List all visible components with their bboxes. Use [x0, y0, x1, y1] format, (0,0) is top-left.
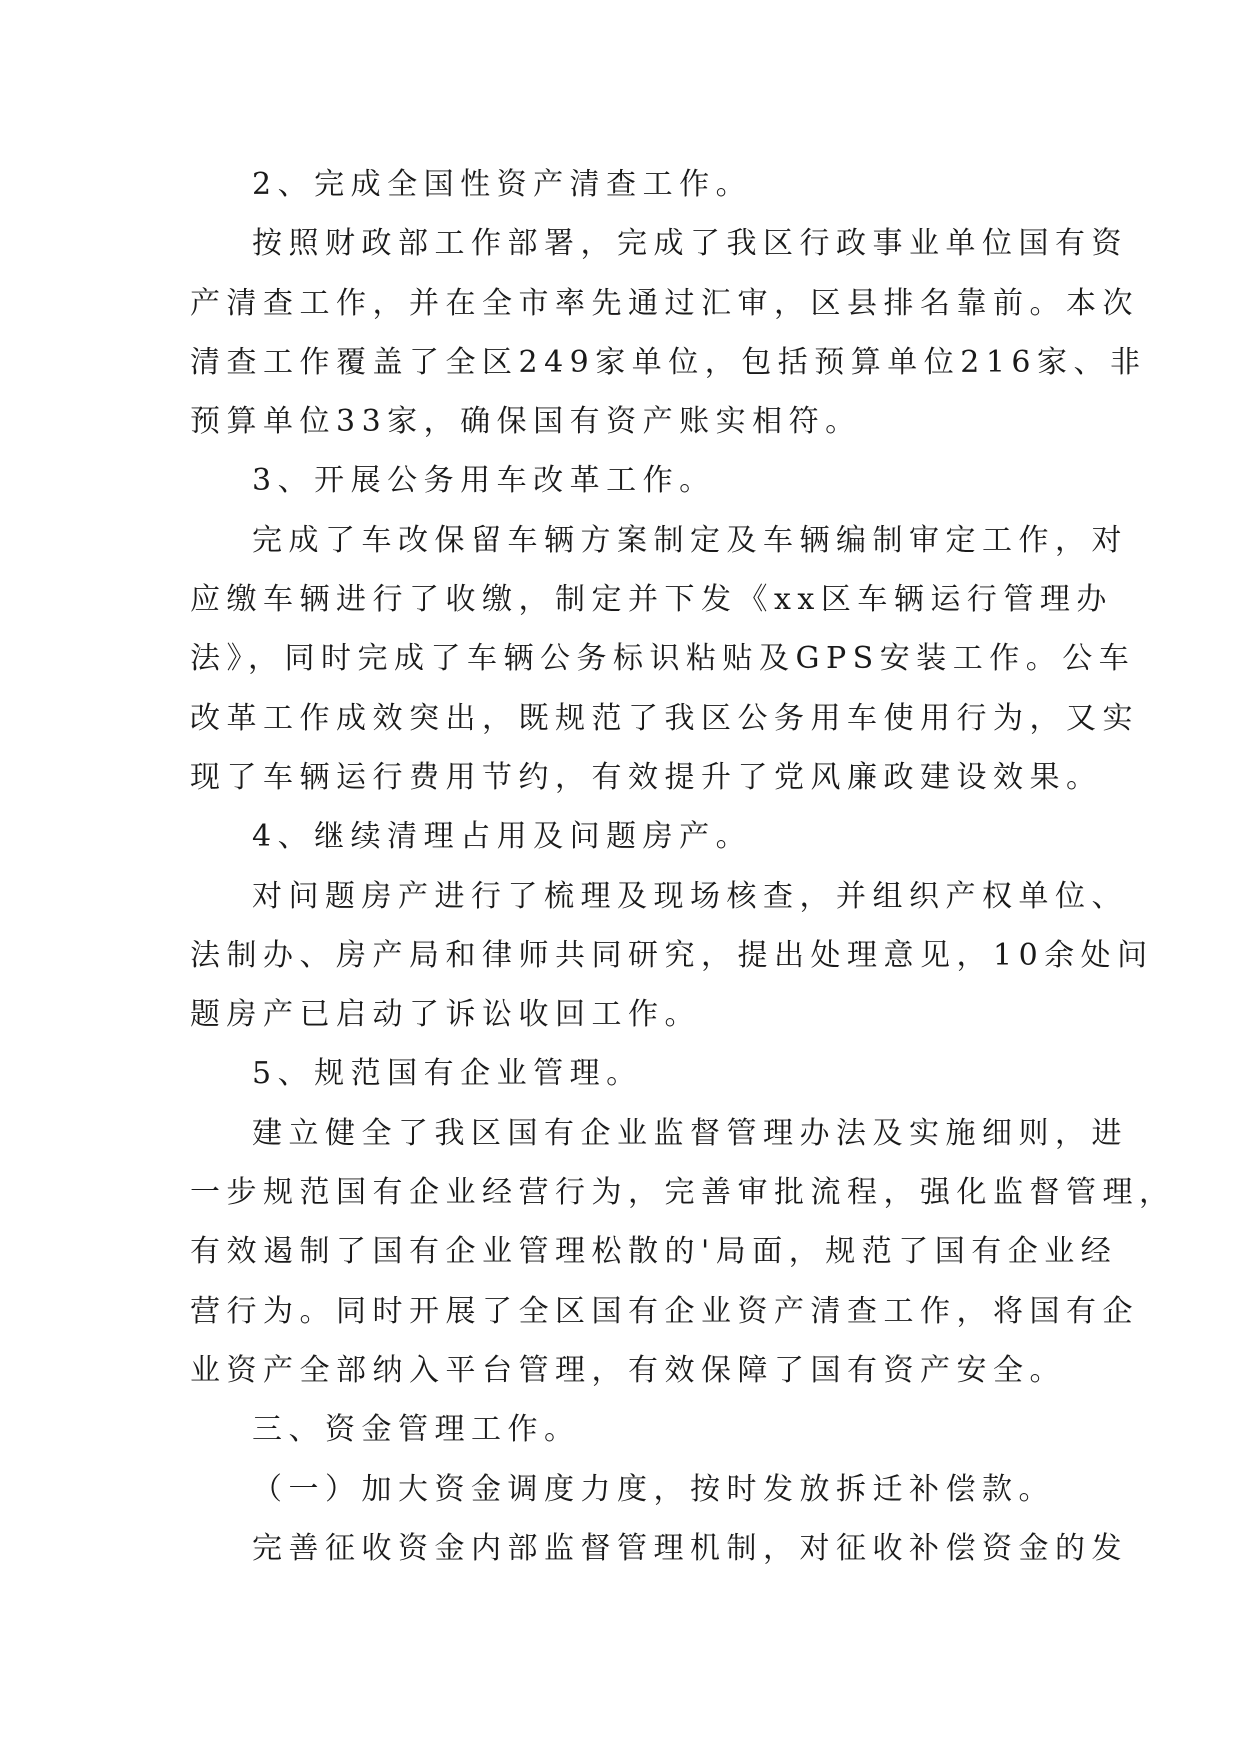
heading-soe-management: 5、规范国有企业管理。	[252, 1056, 643, 1092]
paragraph-line: 现了车辆运行费用节约，有效提升了党风廉政建设效果。	[190, 759, 1103, 795]
paragraph-line: 营行为。同时开展了全区国有企业资产清查工作，将国有企	[190, 1293, 1139, 1329]
heading-vehicle-reform: 3、开展公务用车改革工作。	[252, 463, 716, 499]
paragraph-line: 对问题房产进行了梳理及现场核查，并组织产权单位、	[252, 878, 1128, 914]
paragraph-line: 法制办、房产局和律师共同研究，提出处理意见，10余处问	[190, 937, 1154, 973]
document-page	[190, 155, 1176, 1578]
paragraph-line: 改革工作成效突出，既规范了我区公务用车使用行为，又实	[190, 700, 1139, 736]
subheading-fund-scheduling: （一）加大资金调度力度，按时发放拆迁补偿款。	[252, 1471, 1055, 1507]
heading-property-cleanup: 4、继续清理占用及问题房产。	[252, 819, 753, 855]
paragraph-line: 完成了车改保留车辆方案制定及车辆编制审定工作，对	[252, 522, 1128, 558]
paragraph-line: 完善征收资金内部监督管理机制，对征收补偿资金的发	[252, 1530, 1128, 1566]
paragraph-line: 有效遏制了国有企业管理松散的'局面，规范了国有企业经	[190, 1234, 1118, 1270]
paragraph-line: 业资产全部纳入平台管理，有效保障了国有资产安全。	[190, 1352, 1066, 1388]
heading-asset-inventory: 2、完成全国性资产清查工作。	[252, 167, 753, 202]
paragraph-line: 预算单位33家，确保国有资产账实相符。	[190, 404, 862, 440]
paragraph-line: 建立健全了我区国有企业监督管理办法及实施细则，进	[252, 1115, 1128, 1151]
paragraph-line: 产清查工作，并在全市率先通过汇审，区县排名靠前。本次	[190, 285, 1139, 321]
paragraph-line: 按照财政部工作部署，完成了我区行政事业单位国有资	[252, 226, 1128, 262]
paragraph-line: 一步规范国有企业经营行为，完善审批流程，强化监督管理，	[190, 1175, 1176, 1211]
paragraph-line: 法》，同时完成了车辆公务标识粘贴及GPS安装工作。公车	[190, 641, 1136, 677]
paragraph-line: 清查工作覆盖了全区249家单位，包括预算单位216家、非	[190, 344, 1147, 380]
paragraph-line: 题房产已启动了诉讼收回工作。	[190, 997, 701, 1033]
heading-fund-management: 三、资金管理工作。	[252, 1412, 581, 1448]
paragraph-line: 应缴车辆进行了收缴，制定并下发《xx区车辆运行管理办	[190, 582, 1113, 618]
